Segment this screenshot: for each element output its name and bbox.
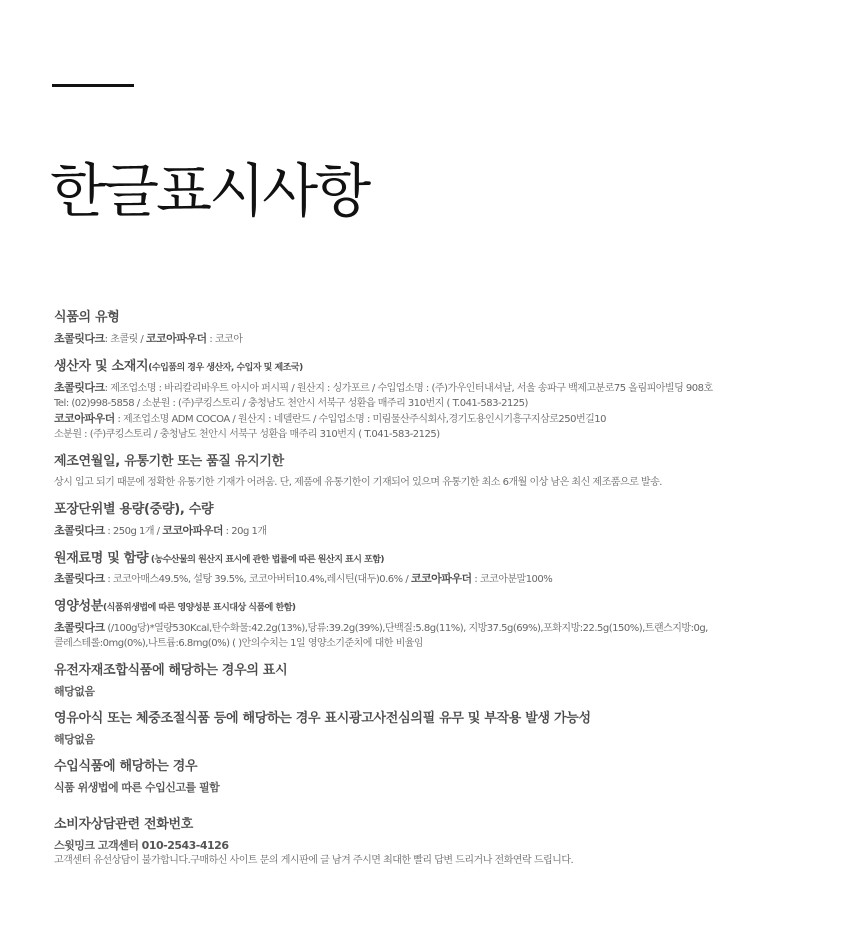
product-name-label: 초콜릿다크 [54,331,105,345]
info-line [54,380,834,396]
product-name-label: 초콜릿다크 [54,621,105,635]
info-line [54,571,834,587]
product-name-label: 코코아파우더 [54,411,115,425]
product-name-label: 초콜릿다크 [54,523,105,537]
section-title [54,359,834,376]
info-section [54,599,834,651]
section-title-text: 포장단위별 용량(중량), 수량 [54,501,214,517]
info-line [54,475,834,490]
info-line [54,732,834,747]
section-title-text: 영유아식 또는 체중조절식품 등에 해당하는 경우 표시광고사전심의필 유무 및 부작용 발생 가능성 [54,711,591,727]
info-value: (/100g당)*열량530Kcal,탄수화물:42.2g(13%),당류:39.2g(39%),단백질:5.8g(11%), 지방37.5g(69%),포화지방:22.5g(150%),트랜스지방:0g, [104,623,708,635]
info-value: : 코코아분말100% [471,574,553,586]
section-title [54,711,834,728]
info-section [54,359,834,442]
contact-phone: 스윗밍크 고객센터 010-2543-4126 [54,838,229,852]
product-name-label: 코코아파우더 [162,523,223,537]
info-line [54,523,834,539]
info-value: 소분원 : (주)쿠킹스토리 / 충청남도 천안시 서북구 성환읍 매주리 310번지 ( T.041-583-2125) [54,428,440,440]
info-value: Tel: (02)998-5858 / 소분원 : (주)쿠킹스토리 / 충청남도 천안시 서북구 성환읍 매주리 310번지 ( T.041-583-2125) [54,397,528,409]
section-title-note: (수입품의 경우 생산자, 수입자 및 제조국) [148,362,303,373]
product-name-label: 코코아파우더 [145,331,207,345]
info-line [54,331,834,347]
info-line [54,396,834,411]
info-line [54,427,834,442]
title-accent-bar [52,84,134,87]
info-sections [54,310,834,795]
info-line [54,636,834,651]
section-title-note: (식품위생법에 따른 영양성분 표시대상 식품에 한함) [103,603,296,614]
info-section [54,454,834,490]
contact-section [54,817,834,868]
section-title [54,502,834,519]
info-value: 해당없음 [54,733,95,747]
info-section [54,759,834,795]
info-value: : 250g 1개 / [104,525,163,537]
label-info-content [54,310,834,880]
product-name-label: 초콜릿다크 [54,380,105,394]
info-section [54,663,834,699]
info-value: 식품 위생법에 따른 수입신고를 필함 [54,781,220,795]
section-title-text: 영양성분 [54,599,104,615]
section-title-text: 유전자재조합식품에 해당하는 경우의 표시 [54,663,288,679]
section-title [54,759,834,776]
info-value: : 제조업소명 : 바리칼리바우트 아시아 퍼시픽 / 원산지 : 싱가포르 / 수입업소명 : (주)가우인터내셔날, 서울 송파구 백제고분로75 올림피아빌딩 908호 [104,382,713,394]
info-section [54,551,834,588]
info-section [54,711,834,747]
info-line [54,620,834,636]
section-title [54,551,834,568]
info-section [54,502,834,539]
info-value: 상시 입고 되기 때문에 정확한 유통기한 기재가 어려움. 단, 제품에 유통기한이 기재되어 있으며 유통기한 최소 6개월 이상 남은 최신 제조품으로 발송. [54,476,662,488]
section-title-text: 원재료명 및 함량 [54,550,149,566]
info-value: : 20g 1개 [223,525,267,537]
contact-title: 소비자상담관련 전화번호 [54,817,194,833]
section-title-text: 식품의 유형 [54,310,120,325]
info-value: : 제조업소명 ADM COCOA / 원산지 : 네델란드 / 수입업소명 : 미림물산주식회사,경기도용인시기흥구지삼로250번길10 [114,413,607,425]
info-value: : 코코아 [206,333,243,345]
info-line [54,780,834,795]
product-name-label: 초콜릿다크 [54,572,105,586]
info-value: 콜레스테롤:0mg(0%),나트륨:6.8mg(0%) ( )안의수치는 1일 영양소기준치에 대한 비율임 [54,638,424,650]
section-title [54,310,834,327]
section-title-text: 제조연월일, 유통기한 또는 품질 유지기한 [54,453,284,469]
section-title-text: 수입식품에 해당하는 경우 [54,759,198,775]
info-value: : 코코아매스49.5%, 설탕 39.5%, 코코아버터10.4%,레시틴(대두)0.6% / [104,574,411,586]
section-title-text: 생산자 및 소재지 [54,358,149,374]
section-title [54,454,834,471]
page-title: 한글표시사항 [50,157,369,225]
info-value: : 초콜릿 / [104,333,146,345]
contact-notice: 고객센터 유선상담이 불가합니다.구매하신 사이트 문의 게시판에 글 남겨 주시면 최대한 빨리 답변 드리거나 전화연락 드립니다. [54,854,574,866]
section-title [54,599,834,616]
product-name-label: 코코아파우더 [410,572,472,586]
info-line [54,684,834,699]
info-line [54,411,834,427]
section-title-note: (농수산물의 원산지 표시에 관한 법률에 따른 원산지 표시 포함) [148,554,385,565]
info-value: 해당없음 [54,685,95,699]
section-title [54,663,834,680]
info-section [54,310,834,347]
